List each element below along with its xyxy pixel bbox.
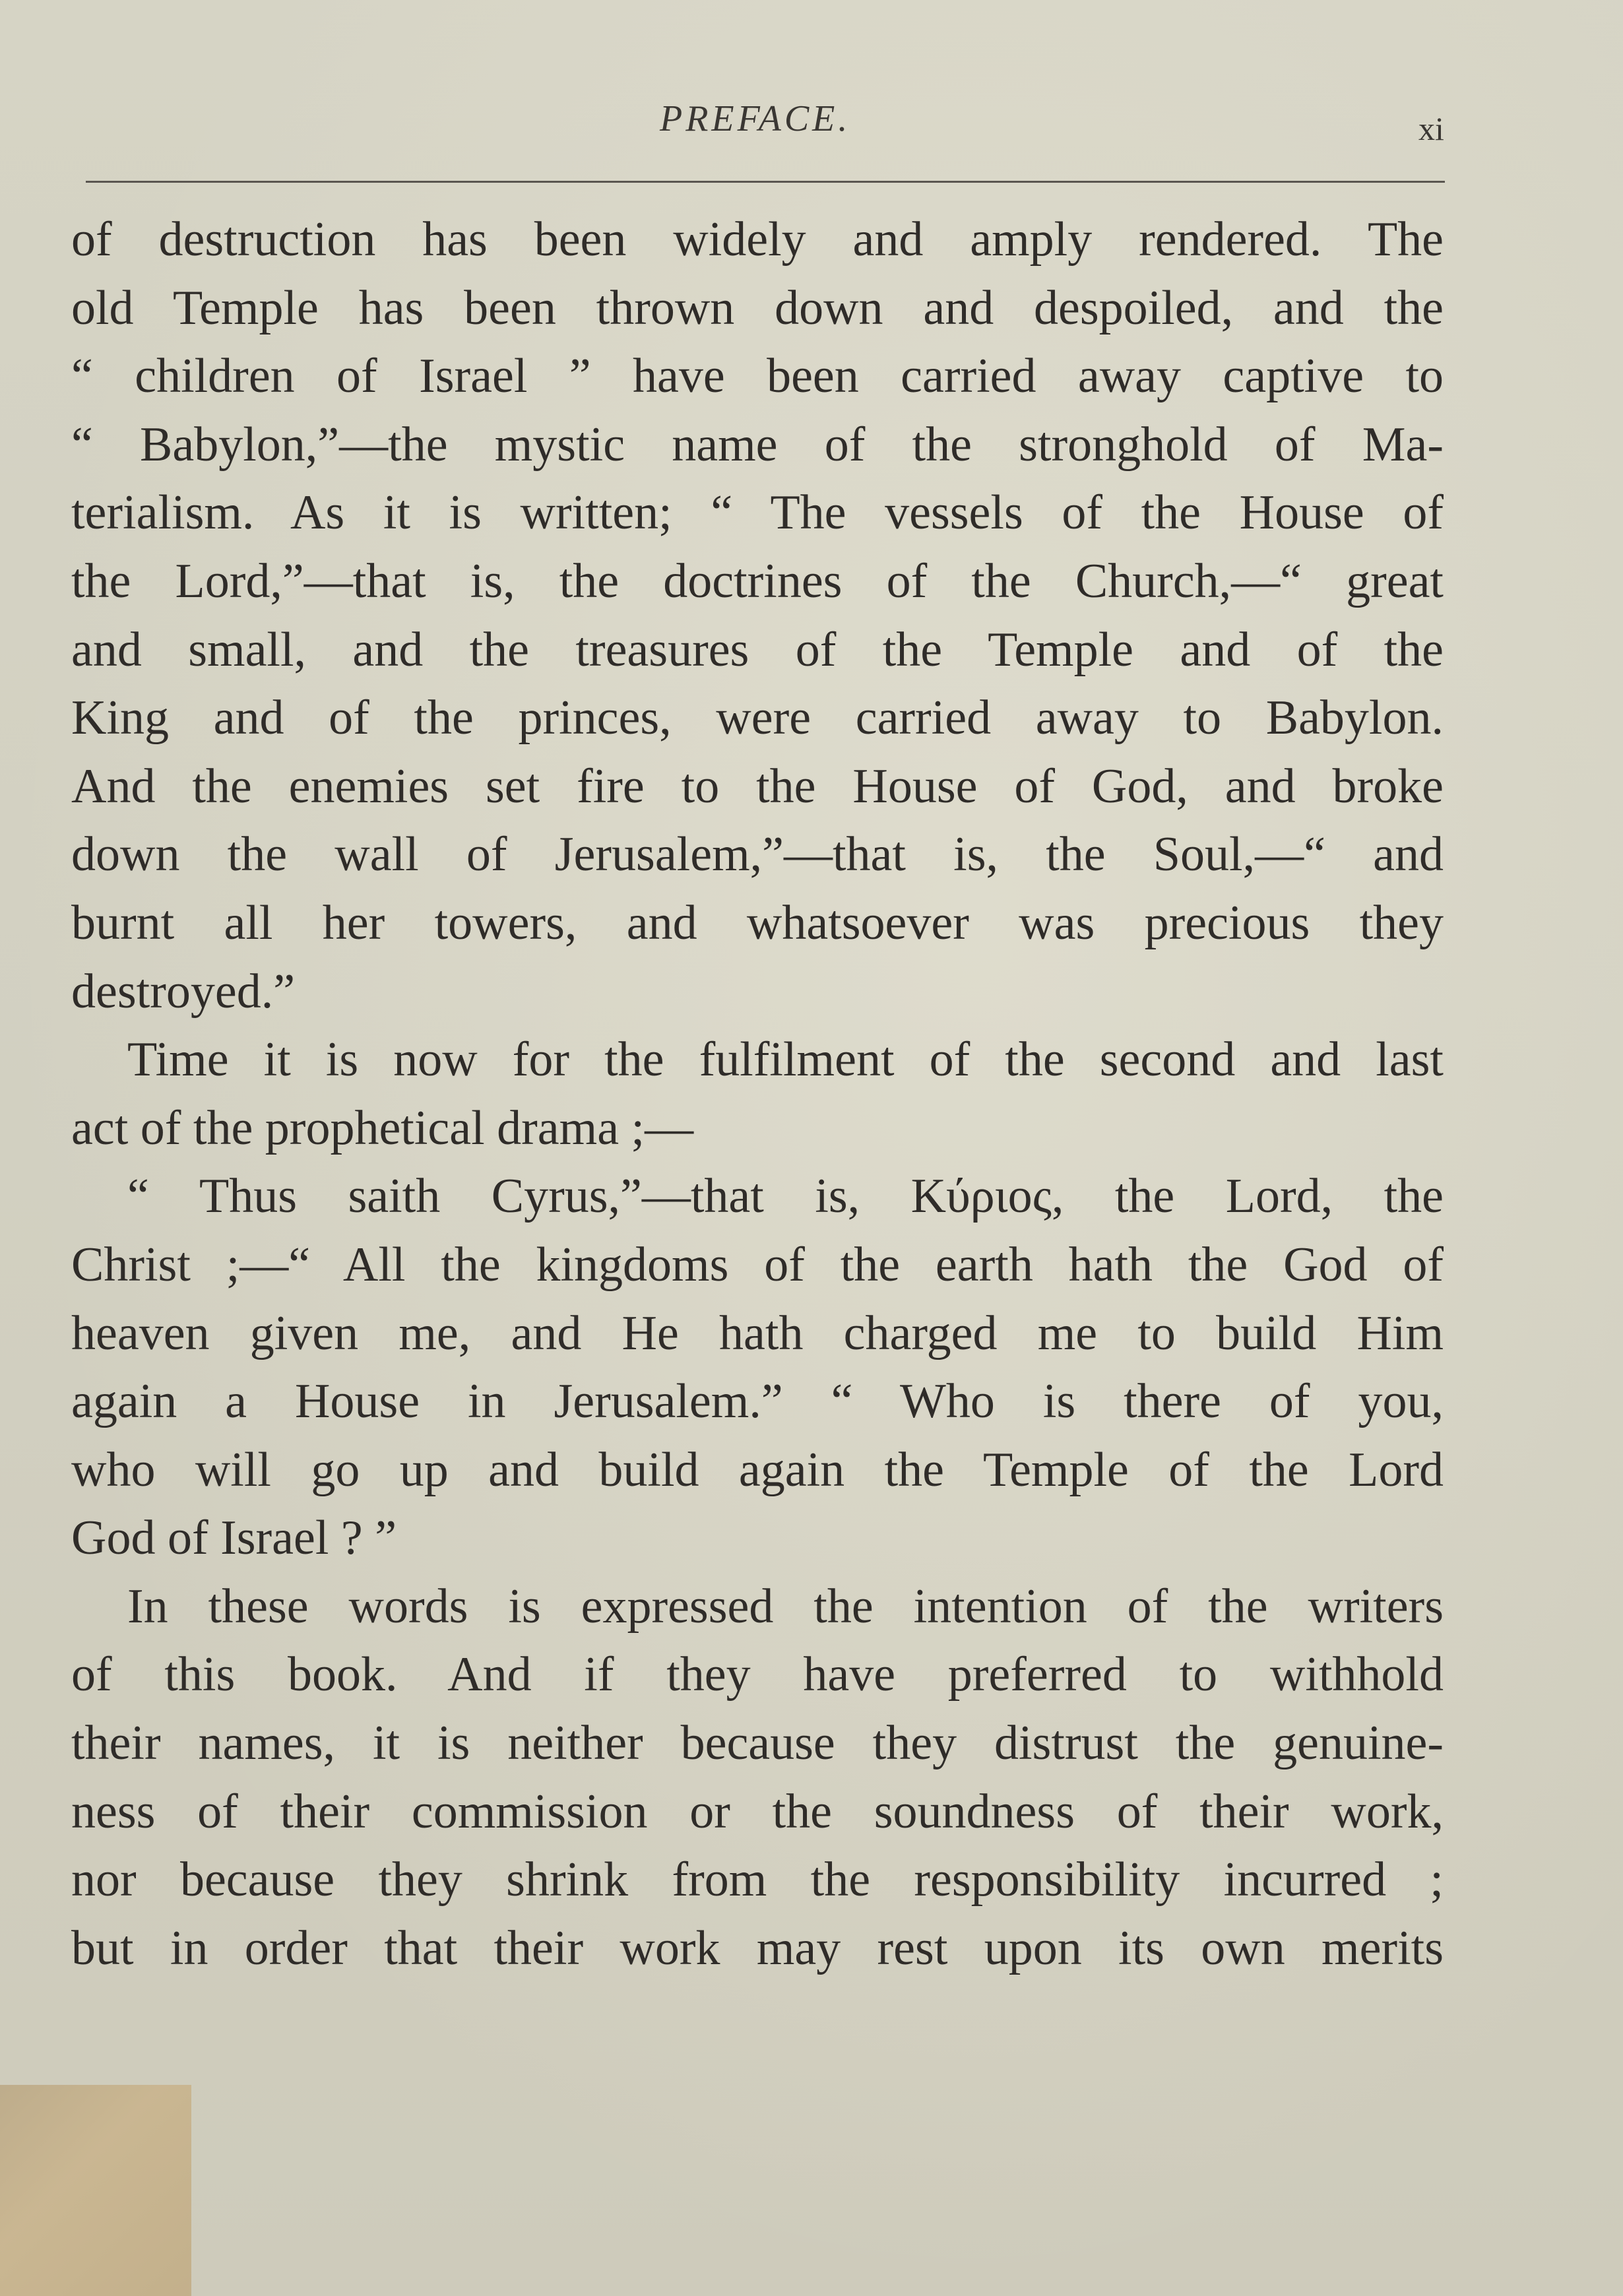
text-line: heaven given me, and He hath charged me to build Him xyxy=(71,1306,1444,1360)
text-line: down the wall of Jerusalem,”—that is, the Soul,—“ and xyxy=(71,827,1444,882)
text-line: ness of their commission or the soundness of their work, xyxy=(71,1784,1444,1839)
text-line: again a House in Jerusalem.” “ Who is there of you, xyxy=(71,1374,1444,1429)
text-line: of this book. And if they have preferred to withhold xyxy=(71,1647,1444,1702)
running-head: PREFACE. xyxy=(660,98,851,139)
text-line: “ children of Israel ” have been carried away captive to xyxy=(71,349,1444,404)
text-line: their names, it is neither because they distrust the genuine- xyxy=(71,1716,1444,1771)
page-stain xyxy=(0,2085,191,2296)
text-line: act of the prophetical drama ;— xyxy=(71,1100,694,1155)
text-line: of destruction has been widely and amply rendered. The xyxy=(71,212,1444,267)
body-text xyxy=(71,206,1444,1983)
text-line: destroyed.” xyxy=(71,964,296,1019)
text-line: who will go up and build again the Temple of the Lord xyxy=(71,1442,1444,1497)
text-line: old Temple has been thrown down and despoiled, and the xyxy=(71,280,1444,335)
text-line: Christ ;—“ All the kingdoms of the earth hath the God of xyxy=(71,1237,1444,1292)
page-number: xi xyxy=(1418,110,1444,147)
paragraph-start-line: “ Thus saith Cyrus,”—that is, Κύριος, the Lord, the xyxy=(127,1169,1444,1224)
text-line: terialism. As it is written; “ The vessels of the House of xyxy=(71,486,1444,540)
text-line: “ Babylon,”—the mystic name of the stronghold of Ma- xyxy=(71,417,1444,472)
text-line: but in order that their work may rest upon its own merits xyxy=(71,1921,1444,1975)
text-line: God of Israel ? ” xyxy=(71,1511,397,1566)
text-line: and small, and the treasures of the Temple and of the xyxy=(71,622,1444,677)
paragraph-start-line: In these words is expressed the intention of the writers xyxy=(127,1579,1444,1634)
text-line: King and of the princes, were carried away to Babylon. xyxy=(71,691,1444,746)
header-rule xyxy=(86,181,1445,183)
paragraph-start-line: Time it is now for the fulfilment of the second and last xyxy=(127,1033,1444,1087)
text-line: nor because they shrink from the responsibility incurred ; xyxy=(71,1853,1444,1907)
text-line: the Lord,”—that is, the doctrines of the Church,—“ great xyxy=(71,554,1444,608)
text-line: And the enemies set fire to the House of God, and broke xyxy=(71,759,1444,813)
text-line: burnt all her towers, and whatsoever was precious they xyxy=(71,895,1444,950)
